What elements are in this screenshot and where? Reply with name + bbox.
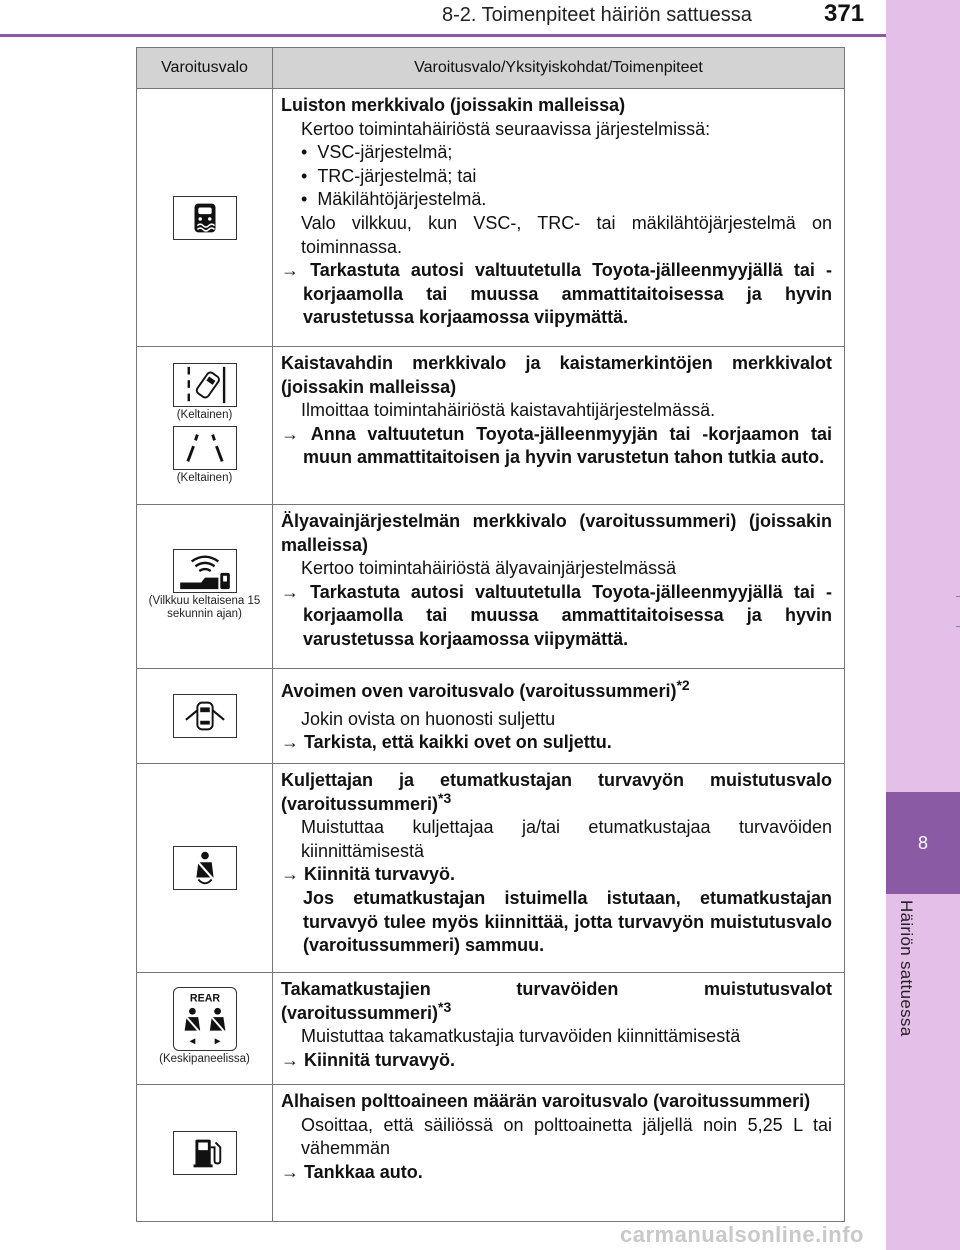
row-action: → Tarkastuta autosi valtuutetulla Toyota-jälleenmyyjällä tai -korjaamolla tai muussa ammattitaitoisessa ja hyvin varustetussa korjaamossa viipymättä. (281, 581, 832, 649)
lane-markings-icon (173, 426, 237, 470)
table-row (137, 764, 845, 973)
footnote-ref: *2 (676, 677, 690, 693)
section-title: 8-2. Toimenpiteet häiriön sattuessa (442, 4, 752, 26)
chapter-title: Häiriön sattuessa (897, 900, 916, 1037)
description-cell (273, 347, 845, 505)
icon-caption: (Keltainen) (176, 471, 233, 484)
icon-caption: (Keltainen) (176, 408, 233, 421)
icon-cell (137, 973, 273, 1085)
description-cell (273, 973, 845, 1085)
arrow-icon: → (281, 260, 311, 281)
table-row (137, 669, 845, 764)
arrow-icon: → (281, 1161, 305, 1182)
row-description: Kertoo toimintahäiriöstä älyavainjärjestelmässä (301, 558, 677, 579)
low-fuel-icon (173, 1131, 237, 1175)
description-cell (273, 764, 845, 973)
table-row (137, 505, 845, 669)
seatbelt-reminder-icon (173, 846, 237, 890)
icon-cell (137, 764, 273, 973)
arrow-icon: → (281, 581, 311, 602)
icon-cell (137, 505, 273, 669)
row-description: Muistuttaa kuljettajaa ja/tai etumatkustajaa turvavöiden kiinnittämisestä (301, 817, 832, 861)
bullet-item: • TRC-järjestelmä; tai (301, 165, 477, 186)
icon-cell (137, 1085, 273, 1222)
description-cell (273, 1085, 845, 1222)
row-action: → Tarkista, että kaikki ovet on suljettu. (281, 732, 612, 753)
row-action: → Tarkastuta autosi valtuutetulla Toyota-jälleenmyyjällä tai -korjaamolla tai muussa ammattitaitoisessa ja hyvin varustetussa korjaamossa viipymättä. (281, 260, 832, 328)
icon-cell (137, 347, 273, 505)
column-header-light: Varoitusvalo (137, 48, 273, 89)
icon-caption: (Vilkkuu keltaisena 15 sekunnin ajan) (148, 594, 261, 620)
row-description: Kertoo toimintahäiriöstä seuraavissa järjestelmissä: (301, 118, 711, 139)
row-description: Jokin ovista on huonosti suljettu (301, 708, 556, 729)
description-cell (273, 669, 845, 764)
description-cell (273, 89, 845, 347)
row-title: Avoimen oven varoitusvalo (varoitussummeri)$^{*2}$ (281, 677, 690, 701)
icon-caption: (Keskipaneelissa) (159, 1053, 250, 1065)
bullet-item: • VSC-järjestelmä; (301, 142, 453, 163)
description-cell (273, 505, 845, 669)
row-title: Luiston merkkivalo (joissakin malleissa) (281, 95, 626, 115)
table-row (137, 1085, 845, 1222)
footnote-ref: *3 (438, 998, 452, 1015)
row-description: Valo vilkkuu, kun VSC-, TRC- tai mäkilähtöjärjestelmä on toiminnassa. (301, 212, 832, 257)
arrow-icon: → (281, 732, 305, 753)
table-row (137, 973, 845, 1085)
smart-key-icon (173, 549, 237, 593)
footnote-ref: *3 (438, 789, 452, 806)
warning-light-table (136, 47, 845, 1222)
row-title: Takamatkustajien turvavöiden muistutusvalot (varoitussummeri)$^{*3}$ (281, 979, 832, 1023)
table-header-row (137, 48, 845, 89)
edge-tick (956, 626, 960, 627)
row-action: → Tankkaa auto. (281, 1161, 423, 1182)
row-title: Älyavainjärjestelmän merkkivalo (varoitussummeri) (joissakin malleissa) (281, 511, 832, 555)
lane-departure-icon (173, 363, 237, 407)
open-door-icon (173, 694, 237, 738)
row-action: → Kiinnitä turvavyö. (281, 864, 456, 885)
arrow-icon: → (281, 864, 305, 885)
arrow-icon: → (281, 1049, 305, 1070)
page-number: 371 (824, 0, 865, 27)
row-description: Osoittaa, että säiliössä on polttoainetta jäljellä noin 5,25 L tai vähemmän (301, 1114, 832, 1159)
row-action: → Kiinnitä turvavyö. (281, 1049, 456, 1070)
row-description: Ilmoittaa toimintahäiriöstä kaistavahtijärjestelmässä. (301, 400, 716, 421)
rear-label: REAR (189, 992, 220, 1005)
table-row (137, 89, 845, 347)
bullet-item: • Mäkilähtöjärjestelmä. (301, 189, 487, 210)
row-title: Kuljettajan ja etumatkustajan turvavyön muistutusvalo (varoitussummeri)$^{*3}$ (281, 770, 832, 814)
row-description: Muistuttaa takamatkustajia turvavöiden kiinnittämisestä (301, 1026, 741, 1047)
column-header-details: Varoitusvalo/Yksityiskohdat/Toimenpiteet (273, 48, 845, 89)
row-title: Alhaisen polttoaineen määrän varoitusvalo (varoitussummeri) (281, 1091, 811, 1111)
icon-cell (137, 89, 273, 347)
row-action: → Anna valtuutetun Toyota-jälleenmyyjän tai -korjaamon tai muun ammattitaitoisen ja hyvin varustetun tahon tutkia auto. (281, 423, 832, 468)
row-action-note: Jos etumatkustajan istuimella istutaan, etumatkustajan turvavyö tulee myös kiinnittää, jotta turvavyön muistutusvalo (varoitussummeri) sammuu. (303, 887, 832, 956)
slip-indicator-icon (173, 196, 237, 240)
side-tab (886, 0, 960, 1250)
rear-seatbelt-icon (173, 987, 237, 1051)
watermark: carmanualsonline.info (620, 1222, 864, 1247)
chapter-number: 8 (886, 792, 960, 894)
table-row (137, 347, 845, 505)
row-title: Kaistavahdin merkkivalo ja kaistamerkintöjen merkkivalot (joissakin malleissa) (281, 353, 832, 397)
edge-tick (956, 596, 960, 597)
icon-cell (137, 669, 273, 764)
arrow-icon: → (281, 423, 311, 444)
header-rule (0, 34, 886, 37)
